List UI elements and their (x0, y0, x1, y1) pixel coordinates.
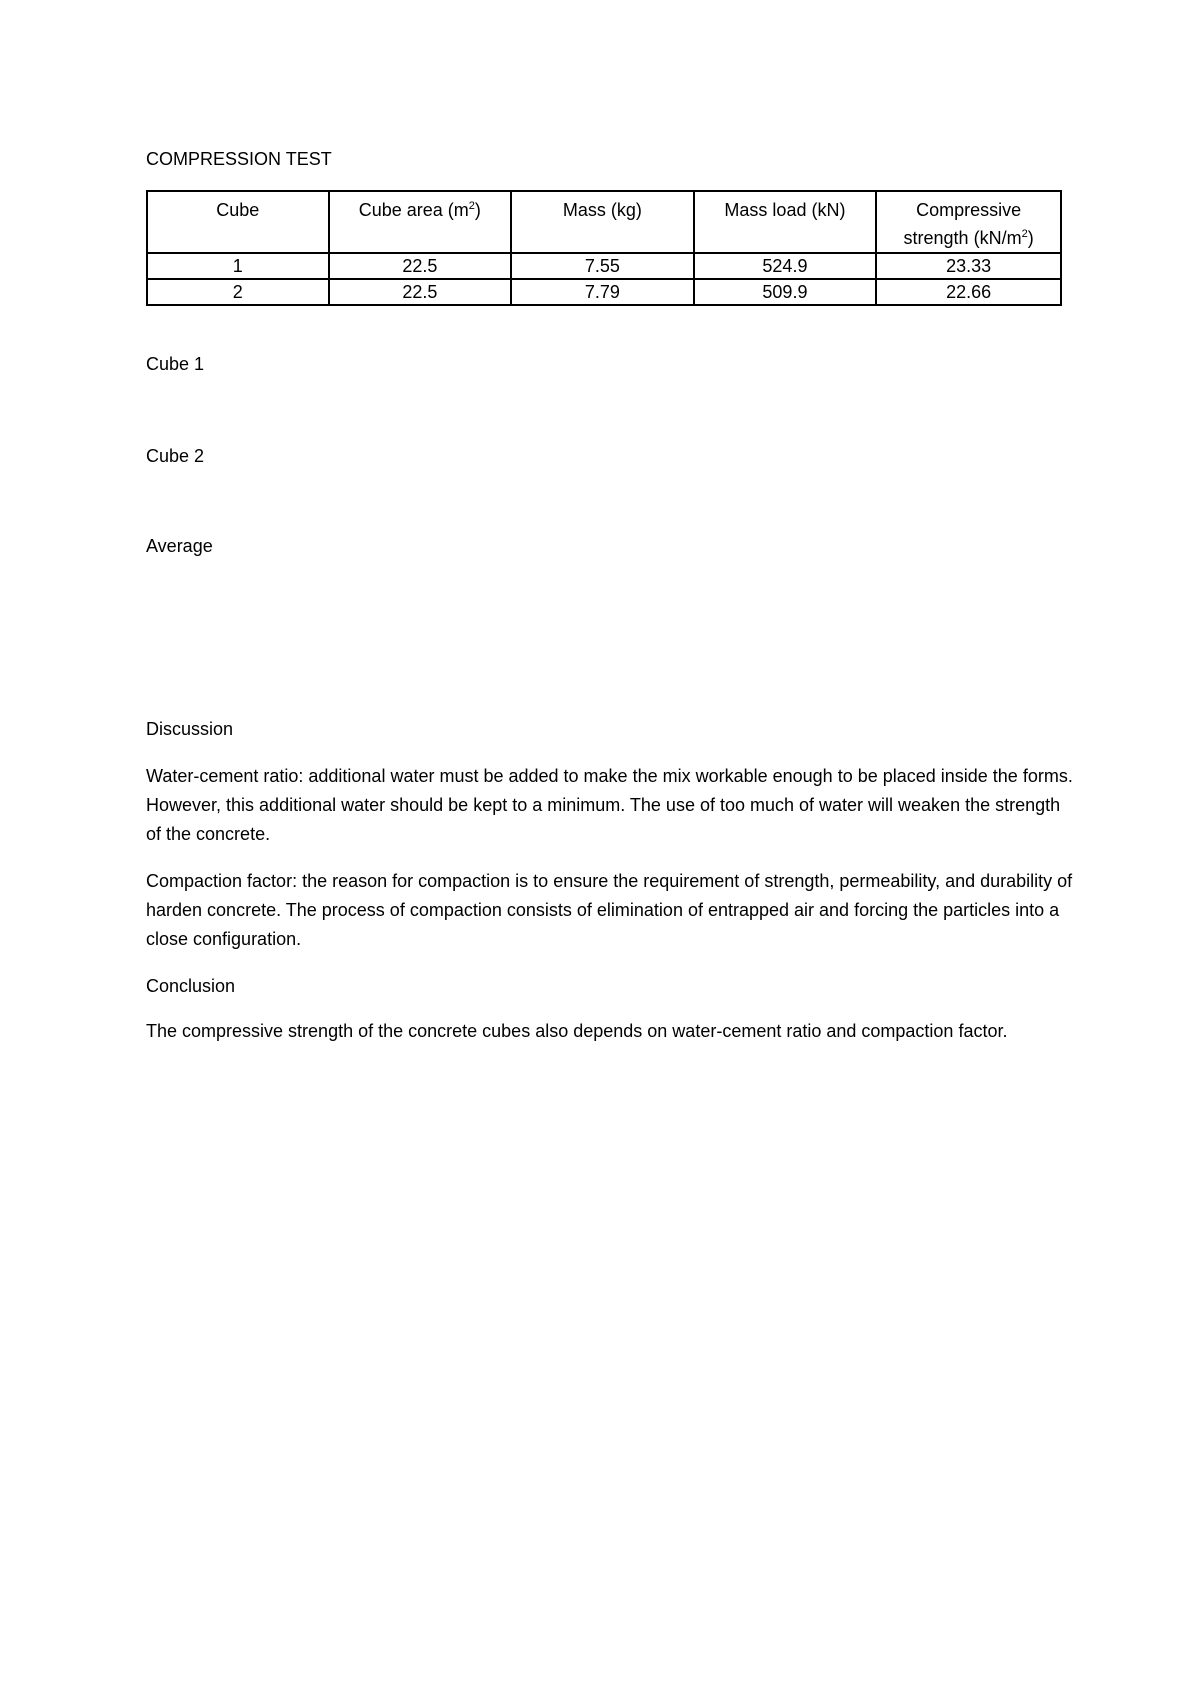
cell-cube: 2 (147, 279, 329, 305)
header-compressive-strength: Compressive strength $(kN/m^2)$ (876, 191, 1061, 253)
cell-area: 22.5 (329, 279, 512, 305)
table-row (147, 279, 1061, 305)
cell-strength: 23.33 (876, 253, 1061, 279)
discussion-paragraph-compaction: Compaction factor: the reason for compaction is to ensure the requirement of strength, permeability, and durability of harden concrete. The process of compaction consists of elimination of entrapped air and forcing the particles into a close configuration. (146, 871, 1073, 949)
table-header-row (147, 191, 1061, 253)
header-cube: Cube (147, 191, 329, 253)
discussion-paragraph-water-cement: Water-cement ratio: additional water must be added to make the mix workable enough to be placed inside the forms. However, this additional water should be kept to a minimum. The use of too much of water will weaken the strength of the concrete. (146, 766, 1073, 844)
cell-mass: 7.79 (511, 279, 694, 305)
cell-strength: 22.66 (876, 279, 1061, 305)
page-title: COMPRESSION TEST (146, 149, 332, 169)
header-mass: Mass (kg) (511, 191, 694, 253)
cell-mass: 7.55 (511, 253, 694, 279)
cube-2-label: Cube 2 (146, 446, 205, 466)
average-label: Average (146, 536, 213, 556)
compression-results-table (146, 190, 1062, 306)
cell-cube: 1 (147, 253, 329, 279)
table-row (147, 253, 1061, 279)
discussion-heading: Discussion (146, 719, 234, 739)
header-mass-load: Mass load (kN) (694, 191, 877, 253)
conclusion-heading: Conclusion (146, 976, 236, 996)
conclusion-paragraph: The compressive strength of the concrete cubes also depends on water-cement ratio and compaction factor. (146, 1021, 1008, 1041)
cell-load: 524.9 (694, 253, 877, 279)
cell-area: 22.5 (329, 253, 512, 279)
cell-load: 509.9 (694, 279, 877, 305)
header-cube-area: Cube area $(m^2)$ (329, 191, 512, 253)
cube-1-label: Cube 1 (146, 354, 205, 374)
